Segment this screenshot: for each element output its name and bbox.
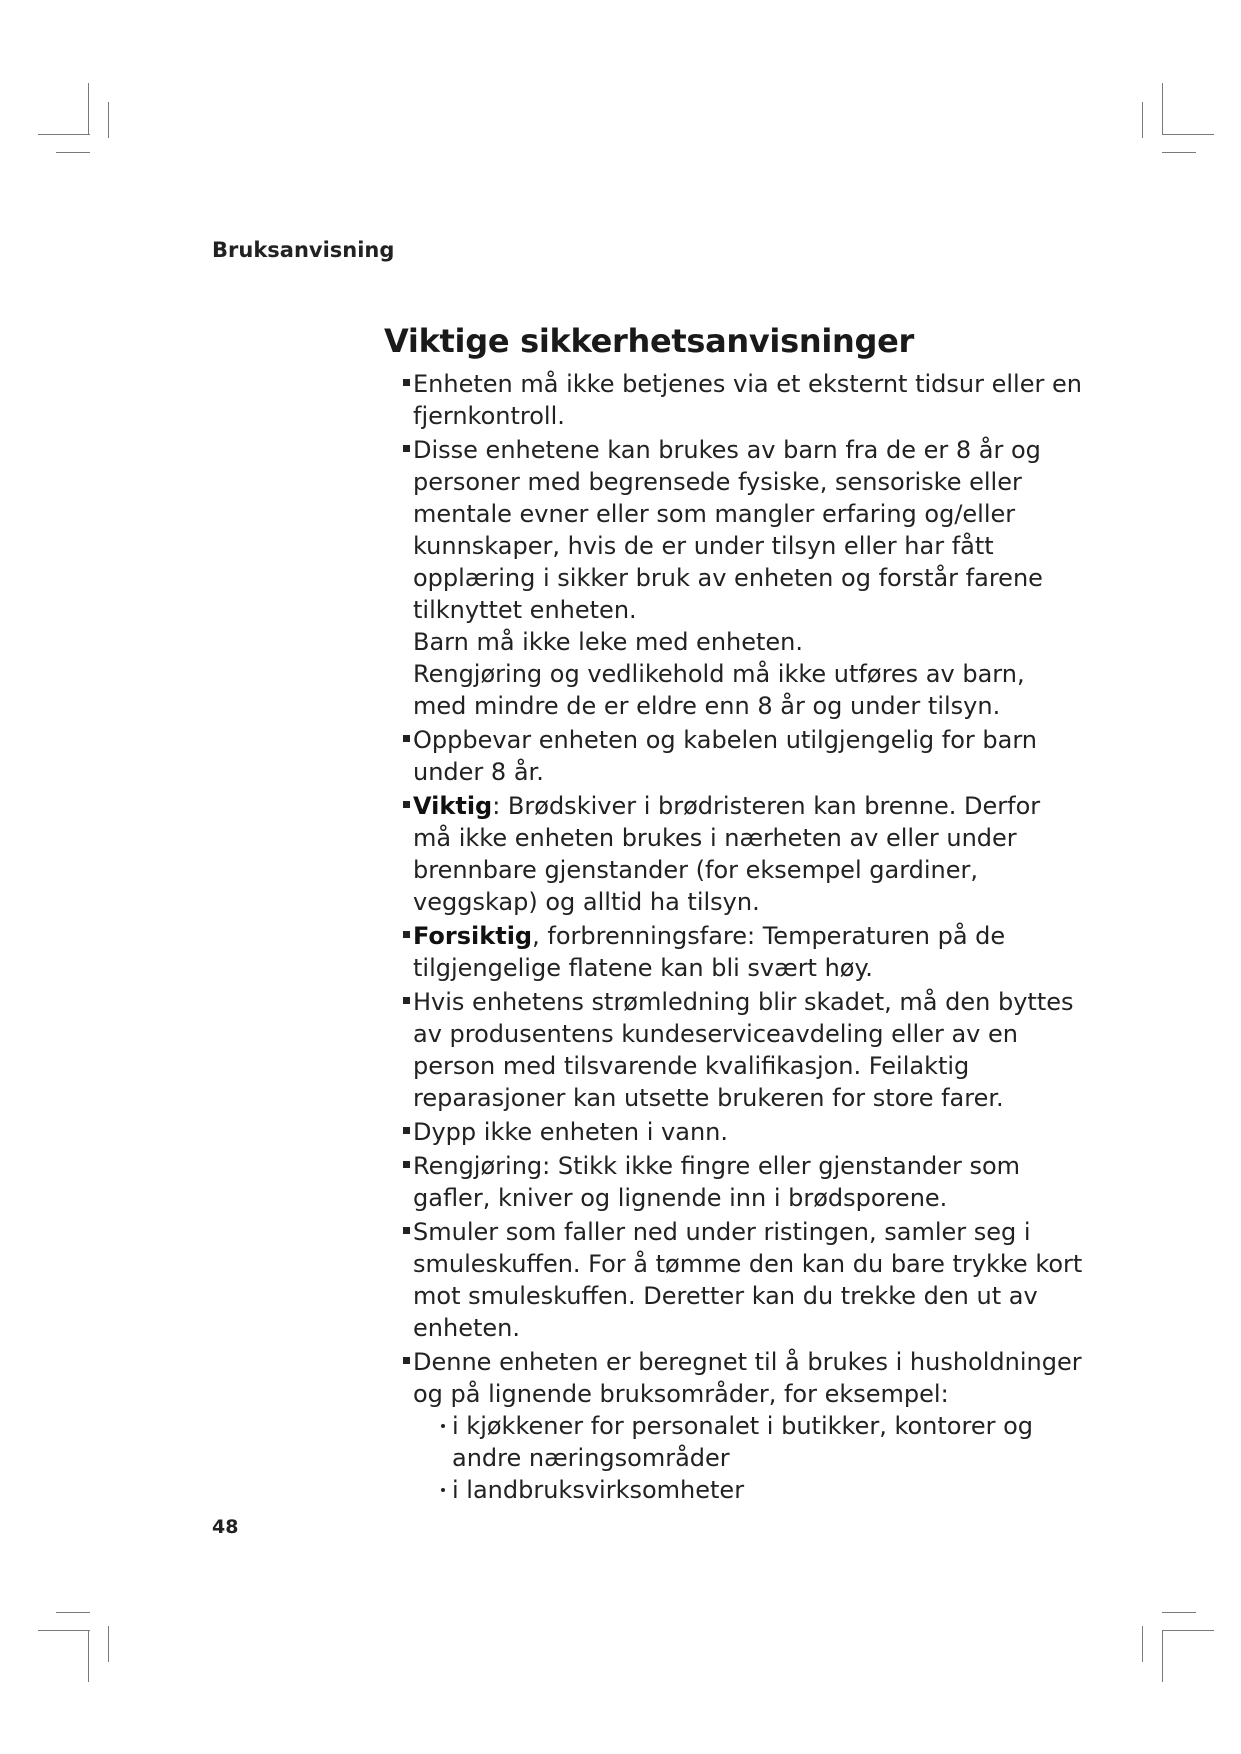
list-item — [405, 724, 1085, 788]
list-item — [405, 986, 1085, 1114]
page-number: 48 — [212, 1516, 239, 1538]
sub-item-text: i kjøkkener for personalet i butikker, kontorer og andre næringsområder — [452, 1412, 1034, 1472]
bullet-icon — [403, 931, 410, 938]
bullet-icon — [403, 735, 410, 742]
item-emphasis: Forsiktig — [413, 922, 533, 950]
item-text: Dypp ikke enheten i vann. — [413, 1118, 729, 1146]
list-item — [405, 1150, 1085, 1214]
item-text: Disse enhetene kan brukes av barn fra de er 8 år og personer med begrensede fysiske, sensoriske eller mentale evner eller som mangler erfaring og/eller kunnskaper, hvis de er under tilsyn eller har fått opplæring i sikker bruk av enheten og forstår farene tilknyttet enheten. — [413, 436, 1043, 624]
page-heading: Viktige sikkerhetsanvisninger — [384, 322, 914, 360]
item-text: Barn må ikke leke med enheten. — [413, 628, 804, 656]
item-text — [413, 920, 1085, 984]
crop-mark — [56, 1612, 90, 1613]
crop-mark — [56, 152, 90, 153]
sub-list-item — [405, 1410, 1085, 1474]
list-item — [405, 920, 1085, 984]
bullet-icon — [403, 1127, 410, 1134]
sub-bullet-icon — [441, 1488, 445, 1492]
list-item — [405, 1116, 1085, 1148]
crop-mark — [108, 1626, 109, 1662]
crop-mark — [1162, 1630, 1163, 1682]
item-text-rest: , forbrenningsfare: Temperaturen på de tilgjengelige flatene kan bli svært høy. — [413, 922, 1006, 982]
crop-mark — [1162, 134, 1214, 135]
item-text: Enheten må ikke betjenes via et eksternt tidsur eller en fjernkontroll. — [413, 370, 1082, 430]
sub-list-item — [405, 1474, 1085, 1506]
list-item — [405, 790, 1085, 918]
bullet-icon — [403, 1357, 410, 1364]
list-item — [405, 1216, 1085, 1344]
item-text: Oppbevar enheten og kabelen utilgjengelig for barn under 8 år. — [413, 726, 1037, 786]
crop-mark — [88, 1630, 89, 1682]
crop-mark — [38, 1630, 90, 1631]
crop-mark — [1162, 1612, 1196, 1613]
crop-mark — [108, 102, 109, 138]
crop-mark — [1162, 1630, 1214, 1631]
bullet-icon — [403, 1227, 410, 1234]
list-item — [405, 368, 1085, 432]
item-text: Smuler som faller ned under ristingen, samler seg i smuleskuffen. For å tømme den kan du bare trykke kort mot smuleskuffen. Deretter kan du trekke den ut av enheten. — [413, 1218, 1083, 1342]
safety-list — [405, 368, 1085, 1506]
sub-bullet-icon — [441, 1424, 445, 1428]
item-emphasis: Viktig — [413, 792, 493, 820]
bullet-icon — [403, 445, 410, 452]
bullet-icon — [403, 997, 410, 1004]
bullet-icon — [403, 801, 410, 808]
item-text-rest: : Brødskiver i brødristeren kan brenne. Derfor må ikke enheten brukes i nærheten av eller under brennbare gjenstander (for eksempel gardiner, veggskap) og alltid ha tilsyn. — [413, 792, 1041, 916]
item-text: Hvis enhetens strømledning blir skadet, må den byttes av produsentens kundeserviceavdeling eller av en person med tilsvarende kvalifikasjon. Feilaktig reparasjoner kan utsette brukeren for store farer. — [413, 988, 1074, 1112]
item-text — [413, 790, 1085, 918]
crop-mark — [1162, 83, 1163, 135]
item-text: Denne enheten er beregnet til å brukes i husholdninger og på lignende bruksområder, for eksempel: — [413, 1348, 1082, 1408]
item-text: Rengjøring og vedlikehold må ikke utføres av barn, med mindre de er eldre enn 8 år og under tilsyn. — [413, 660, 1025, 720]
bullet-icon — [403, 379, 410, 386]
crop-mark — [1142, 102, 1143, 138]
bullet-icon — [403, 1161, 410, 1168]
sub-item-text: i landbruksvirksomheter — [452, 1476, 745, 1504]
crop-mark — [38, 134, 90, 135]
crop-mark — [1142, 1626, 1143, 1662]
list-item — [405, 434, 1085, 722]
crop-mark — [88, 83, 89, 135]
list-item — [405, 1346, 1085, 1410]
section-title: Bruksanvisning — [212, 238, 395, 262]
crop-mark — [1162, 152, 1196, 153]
item-text: Rengjøring: Stikk ikke fingre eller gjenstander som gafler, kniver og lignende inn i brødsporene. — [413, 1152, 1021, 1212]
